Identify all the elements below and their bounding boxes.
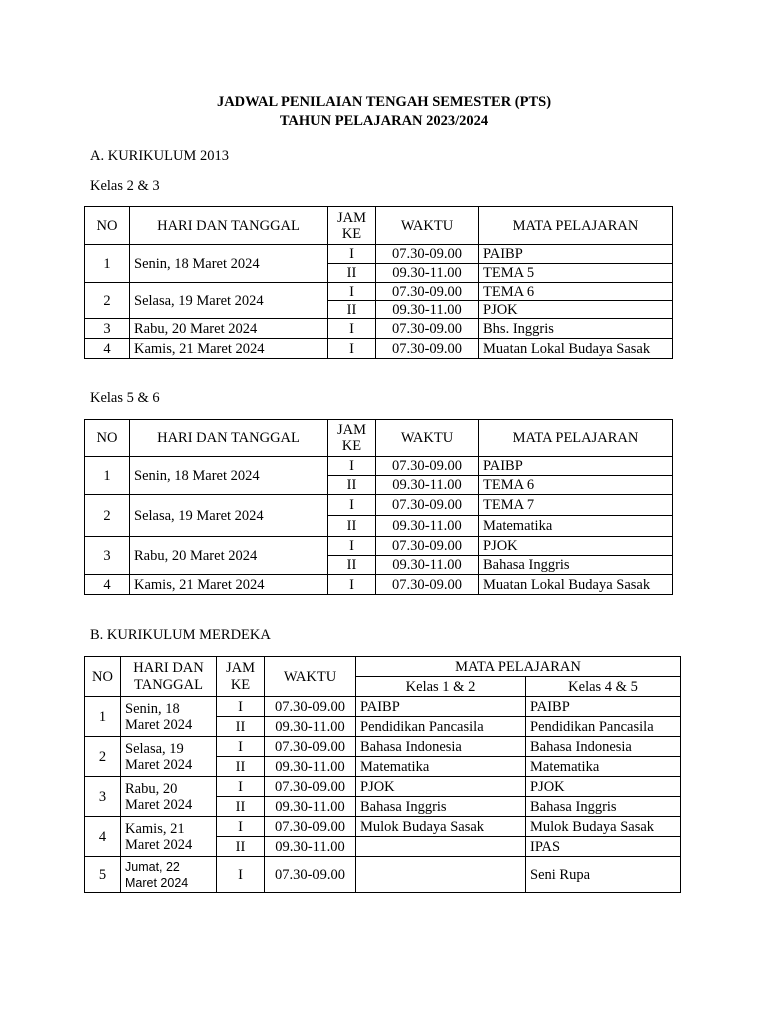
row-kelas-1-2: PAIBP: [356, 697, 526, 717]
row-no: 3: [85, 319, 130, 339]
row-no: 3: [85, 777, 121, 817]
row-jam-ke: I: [328, 495, 376, 516]
header-no: NO: [85, 207, 130, 245]
row-jam-ke: II: [328, 556, 376, 575]
row-waktu: 07.30-09.00: [376, 245, 479, 264]
row-hari-tanggal: Senin, 18 Maret 2024: [130, 245, 328, 283]
header-jam-ke: JAM KE: [328, 420, 376, 457]
row-no: 4: [85, 339, 130, 359]
row-hari-tanggal: Selasa, 19 Maret 2024: [121, 737, 217, 777]
row-waktu: 07.30-09.00: [265, 817, 356, 837]
header-hari-tanggal: HARI DAN TANGGAL: [130, 420, 328, 457]
table-row: [85, 283, 673, 301]
schedule-table-kelas-2-3: [84, 206, 673, 359]
header-kelas-1-2: Kelas 1 & 2: [356, 677, 526, 697]
row-waktu: 09.30-11.00: [376, 301, 479, 319]
row-mata-pelajaran: TEMA 5: [479, 264, 673, 283]
row-kelas-4-5: Seni Rupa: [526, 857, 681, 893]
row-no: 2: [85, 495, 130, 537]
header-waktu: WAKTU: [265, 657, 356, 697]
row-waktu: 07.30-09.00: [376, 339, 479, 359]
row-waktu: 09.30-11.00: [376, 264, 479, 283]
row-mata-pelajaran: Bahasa Inggris: [479, 556, 673, 575]
row-waktu: 09.30-11.00: [265, 797, 356, 817]
row-jam-ke: II: [328, 264, 376, 283]
header-hari-tanggal: HARI DAN TANGGAL: [121, 657, 217, 697]
row-hari-tanggal: Rabu, 20 Maret 2024: [121, 777, 217, 817]
row-waktu: 09.30-11.00: [376, 556, 479, 575]
row-mata-pelajaran: PAIBP: [479, 457, 673, 476]
row-jam-ke: II: [217, 837, 265, 857]
row-jam-ke: I: [328, 575, 376, 595]
document-subtitle: TAHUN PELAJARAN 2023/2024: [279, 113, 489, 129]
row-mata-pelajaran: TEMA 7: [479, 495, 673, 516]
row-no: 3: [85, 537, 130, 575]
row-no: 1: [85, 457, 130, 495]
header-hari-tanggal: HARI DAN TANGGAL: [130, 207, 328, 245]
row-kelas-4-5: Bahasa Indonesia: [526, 737, 681, 757]
row-hari-tanggal: Senin, 18 Maret 2024: [130, 457, 328, 495]
row-waktu: 07.30-09.00: [376, 457, 479, 476]
header-kelas-4-5: Kelas 4 & 5: [526, 677, 681, 697]
row-mata-pelajaran: TEMA 6: [479, 476, 673, 495]
row-jam-ke: II: [217, 797, 265, 817]
table-row: [85, 575, 673, 595]
row-jam-ke: II: [328, 301, 376, 319]
row-no: 1: [85, 697, 121, 737]
row-jam-ke: II: [328, 516, 376, 537]
row-kelas-4-5: Pendidikan Pancasila: [526, 717, 681, 737]
row-no: 2: [85, 737, 121, 777]
row-mata-pelajaran: Muatan Lokal Budaya Sasak: [479, 339, 673, 359]
row-kelas-1-2: Mulok Budaya Sasak: [356, 817, 526, 837]
header-jam-ke: JAM KE: [217, 657, 265, 697]
row-jam-ke: I: [328, 457, 376, 476]
table-row: [85, 537, 673, 556]
row-kelas-1-2: Bahasa Indonesia: [356, 737, 526, 757]
row-waktu: 07.30-09.00: [265, 737, 356, 757]
row-jam-ke: I: [328, 537, 376, 556]
row-kelas-4-5: IPAS: [526, 837, 681, 857]
row-jam-ke: I: [217, 817, 265, 837]
schedule-table-kelas-5-6: [84, 419, 673, 595]
header-no: NO: [85, 657, 121, 697]
document-title: JADWAL PENILAIAN TENGAH SEMESTER (PTS): [216, 94, 552, 110]
table-header-row: [85, 207, 673, 245]
table-row: [85, 495, 673, 516]
row-jam-ke: I: [328, 283, 376, 301]
header-mata-pelajaran: MATA PELAJARAN: [356, 657, 681, 677]
row-kelas-1-2: Bahasa Inggris: [356, 797, 526, 817]
row-hari-tanggal: Selasa, 19 Maret 2024: [130, 495, 328, 537]
table-header-row: [85, 657, 681, 677]
row-mata-pelajaran: TEMA 6: [479, 283, 673, 301]
row-no: 1: [85, 245, 130, 283]
row-waktu: 07.30-09.00: [376, 575, 479, 595]
table-row: [85, 319, 673, 339]
row-hari-tanggal: Jumat, 22 Maret 2024: [121, 857, 217, 893]
header-waktu: WAKTU: [376, 207, 479, 245]
row-mata-pelajaran: Matematika: [479, 516, 673, 537]
row-kelas-4-5: Matematika: [526, 757, 681, 777]
row-mata-pelajaran: Bhs. Inggris: [479, 319, 673, 339]
row-waktu: 07.30-09.00: [376, 283, 479, 301]
row-jam-ke: I: [328, 319, 376, 339]
row-hari-tanggal: Selasa, 19 Maret 2024: [130, 283, 328, 319]
row-waktu: 09.30-11.00: [376, 476, 479, 495]
table-row: [85, 737, 681, 757]
section-b-heading: B. KURIKULUM MERDEKA: [90, 627, 271, 643]
row-waktu: 07.30-09.00: [265, 857, 356, 893]
row-mata-pelajaran: PJOK: [479, 537, 673, 556]
row-hari-tanggal: Kamis, 21 Maret 2024: [121, 817, 217, 857]
row-waktu: 09.30-11.00: [265, 757, 356, 777]
row-waktu: 07.30-09.00: [376, 537, 479, 556]
row-mata-pelajaran: Muatan Lokal Budaya Sasak: [479, 575, 673, 595]
row-kelas-1-2: PJOK: [356, 777, 526, 797]
row-no: 2: [85, 283, 130, 319]
row-mata-pelajaran: PAIBP: [479, 245, 673, 264]
row-hari-tanggal: Kamis, 21 Maret 2024: [130, 339, 328, 359]
row-waktu: 09.30-11.00: [265, 837, 356, 857]
table-row: [85, 245, 673, 264]
row-waktu: 07.30-09.00: [265, 777, 356, 797]
row-kelas-1-2: [356, 857, 526, 893]
row-kelas-1-2: Pendidikan Pancasila: [356, 717, 526, 737]
row-waktu: 07.30-09.00: [265, 697, 356, 717]
table-row: [85, 857, 681, 893]
row-kelas-4-5: Bahasa Inggris: [526, 797, 681, 817]
row-hari-tanggal: Kamis, 21 Maret 2024: [130, 575, 328, 595]
row-kelas-1-2: Matematika: [356, 757, 526, 777]
row-waktu: 07.30-09.00: [376, 319, 479, 339]
row-no: 4: [85, 575, 130, 595]
row-waktu: 09.30-11.00: [376, 516, 479, 537]
row-jam-ke: I: [217, 697, 265, 717]
table2-class-label: Kelas 5 & 6: [90, 390, 160, 406]
table-row: [85, 339, 673, 359]
schedule-table-kurikulum-merdeka: [84, 656, 681, 893]
row-kelas-4-5: Mulok Budaya Sasak: [526, 817, 681, 837]
row-kelas-4-5: PAIBP: [526, 697, 681, 717]
row-jam-ke: II: [328, 476, 376, 495]
table-row: [85, 697, 681, 717]
row-mata-pelajaran: PJOK: [479, 301, 673, 319]
row-jam-ke: I: [217, 777, 265, 797]
row-jam-ke: II: [217, 757, 265, 777]
row-no: 5: [85, 857, 121, 893]
row-kelas-4-5: PJOK: [526, 777, 681, 797]
table-row: [85, 777, 681, 797]
row-hari-tanggal: Rabu, 20 Maret 2024: [130, 319, 328, 339]
row-jam-ke: I: [217, 857, 265, 893]
row-kelas-1-2: [356, 837, 526, 857]
header-mata-pelajaran: MATA PELAJARAN: [479, 207, 673, 245]
row-hari-tanggal: Senin, 18 Maret 2024: [121, 697, 217, 737]
table1-class-label: Kelas 2 & 3: [90, 178, 160, 194]
row-jam-ke: I: [328, 339, 376, 359]
row-waktu: 09.30-11.00: [265, 717, 356, 737]
row-jam-ke: I: [328, 245, 376, 264]
row-waktu: 07.30-09.00: [376, 495, 479, 516]
row-no: 4: [85, 817, 121, 857]
header-jam-ke: JAM KE: [328, 207, 376, 245]
table-row: [85, 817, 681, 837]
table-header-row: [85, 420, 673, 457]
row-jam-ke: II: [217, 717, 265, 737]
header-no: NO: [85, 420, 130, 457]
table-row: [85, 457, 673, 476]
section-a-heading: A. KURIKULUM 2013: [90, 148, 229, 164]
header-waktu: WAKTU: [376, 420, 479, 457]
row-hari-tanggal: Rabu, 20 Maret 2024: [130, 537, 328, 575]
header-mata-pelajaran: MATA PELAJARAN: [479, 420, 673, 457]
row-jam-ke: I: [217, 737, 265, 757]
